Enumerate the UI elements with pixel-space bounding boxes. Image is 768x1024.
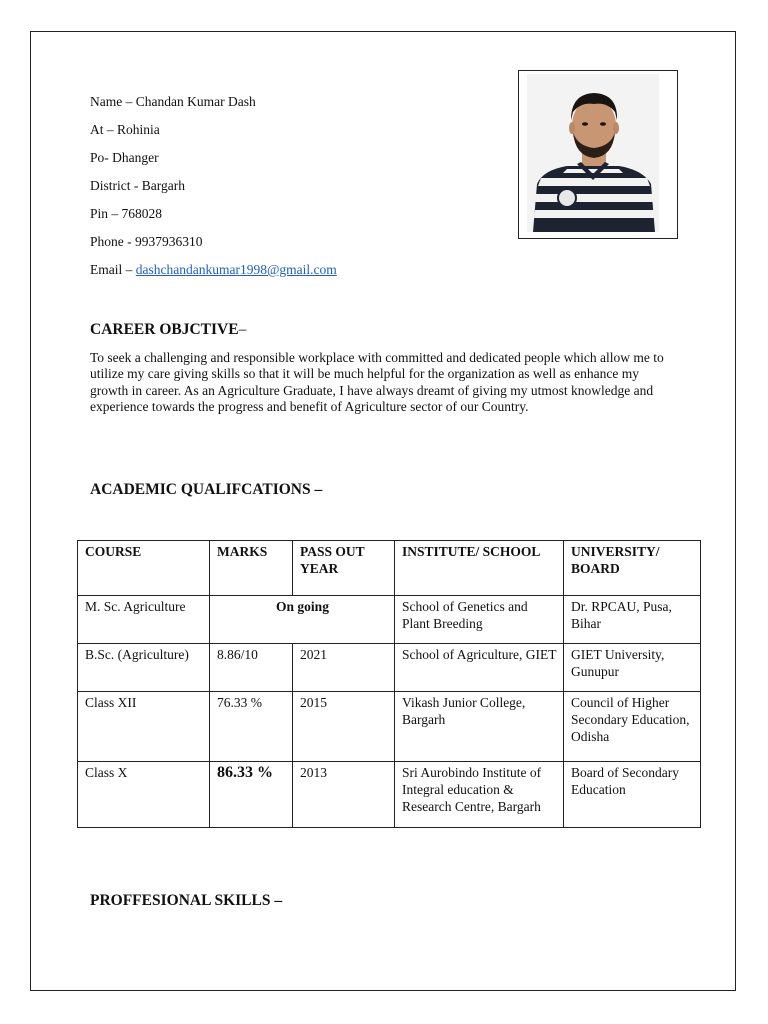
academic-title: ACADEMIC QUALIFCATIONS (90, 481, 311, 498)
year-cell: 2013 (293, 762, 395, 828)
table-row (78, 644, 701, 692)
phone-line: Phone - 9937936310 (90, 234, 203, 249)
marks-cell: 76.33 % (210, 692, 293, 762)
district-line: District - Bargarh (90, 178, 185, 193)
po-line: Po- Dhanger (90, 150, 159, 165)
academic-dash: – (310, 481, 323, 498)
career-objective-text: To seek a challenging and responsible workplace with committed and dedicated people which allow me to utilize my care giving skills so that it will be much helpful for the organization as well as enhance my growth in career. As an Agriculture Graduate, I have always dreamt of giving my utmost knowledge and experience towards the progress and benefit of Agriculture sector of our Country. (90, 350, 664, 415)
professional-skills-title: PROFFESIONAL SKILLS (90, 892, 271, 909)
marks-cell: 8.86/10 (210, 644, 293, 692)
column-header: INSTITUTE/ SCHOOL (395, 541, 564, 596)
name-line: Name – Chandan Kumar Dash (90, 94, 256, 109)
university-cell: GIET University, Gunupur (564, 644, 701, 692)
profile-photo (527, 74, 659, 232)
academic-heading (90, 481, 322, 499)
institute-cell: Vikash Junior College, Bargarh (395, 692, 564, 762)
column-header: COURSE (78, 541, 210, 596)
year-cell: 2015 (293, 692, 395, 762)
university-cell: Council of Higher Secondary Education, Odisha (564, 692, 701, 762)
email-label: Email – (90, 262, 136, 277)
profile-photo-frame (518, 70, 678, 239)
career-objective-heading (90, 321, 246, 339)
column-header: UNIVERSITY/ BOARD (564, 541, 701, 596)
institute-cell: School of Genetics and Plant Breeding (395, 596, 564, 644)
at-line: At – Rohinia (90, 122, 160, 137)
email-link[interactable]: dashchandankumar1998@gmail.com (135, 262, 337, 277)
course-cell: M. Sc. Agriculture (78, 596, 210, 644)
course-cell: B.Sc. (Agriculture) (78, 644, 210, 692)
professional-skills-heading (90, 892, 282, 910)
course-cell: Class X (78, 762, 210, 828)
table-row (78, 762, 701, 828)
course-cell: Class XII (78, 692, 210, 762)
email-line (90, 261, 337, 289)
ongoing-cell: On going (210, 596, 395, 644)
marks-cell: 86.33 % (210, 762, 293, 828)
column-header: PASS OUT YEAR (293, 541, 395, 596)
academic-table (77, 540, 701, 828)
pin-line: Pin – 768028 (90, 206, 163, 221)
institute-cell: Sri Aurobindo Institute of Integral education & Research Centre, Bargarh (395, 762, 564, 828)
year-cell: 2021 (293, 644, 395, 692)
contact-block (90, 93, 337, 289)
column-header: MARKS (210, 541, 293, 596)
institute-cell: School of Agriculture, GIET (395, 644, 564, 692)
career-objective-title: CAREER OBJCTIVE (90, 321, 239, 338)
university-cell: Board of Secondary Education (564, 762, 701, 828)
table-header-row (78, 541, 701, 596)
university-cell: Dr. RPCAU, Pusa, Bihar (564, 596, 701, 644)
career-objective-dash: – (238, 321, 247, 338)
table-row (78, 596, 701, 644)
professional-skills-dash: – (270, 892, 283, 909)
table-row (78, 692, 701, 762)
